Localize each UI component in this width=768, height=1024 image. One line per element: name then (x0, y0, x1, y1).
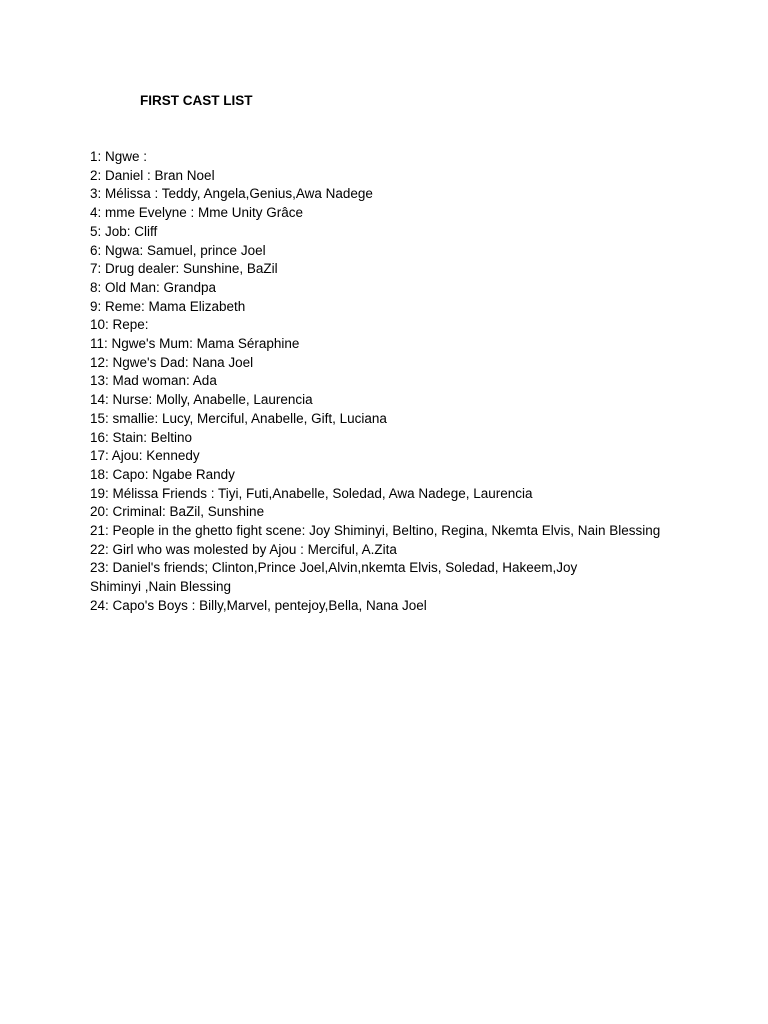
cast-line: 15: smallie: Lucy, Merciful, Anabelle, Gift, Luciana (90, 410, 387, 426)
cast-line: 2: Daniel : Bran Noel (90, 167, 215, 183)
cast-line: 16: Stain: Beltino (90, 429, 193, 445)
cast-line: 22: Girl who was molested by Ajou : Merciful, A.Zita (90, 541, 397, 557)
cast-line: 11: Ngwe's Mum: Mama Séraphine (90, 336, 300, 352)
cast-line: 14: Nurse: Molly, Anabelle, Laurencia (90, 392, 313, 408)
cast-line: 10: Repe: (90, 317, 149, 333)
cast-list (90, 148, 730, 616)
cast-line: 4: mme Evelyne : Mme Unity Grâce (90, 205, 304, 221)
page-title: FIRST CAST LIST (140, 93, 253, 108)
cast-line: 6: Ngwa: Samuel, prince Joel (90, 242, 266, 258)
cast-line: 7: Drug dealer: Sunshine, BaZil (90, 261, 278, 277)
cast-line-continuation: Shiminyi ,Nain Blessing (90, 579, 232, 595)
cast-line: 13: Mad woman: Ada (90, 373, 217, 389)
cast-line: 19: Mélissa Friends : Tiyi, Futi,Anabelle, Soledad, Awa Nadege, Laurencia (90, 485, 533, 501)
cast-line: 8: Old Man: Grandpa (90, 279, 217, 295)
cast-line: 21: People in the ghetto fight scene: Joy Shiminyi, Beltino, Regina, Nkemta Elvis, Nain Blessing (90, 523, 661, 539)
cast-line: 18: Capo: Ngabe Randy (90, 466, 235, 482)
cast-line: 12: Ngwe's Dad: Nana Joel (90, 354, 254, 370)
cast-line: 20: Criminal: BaZil, Sunshine (90, 504, 265, 520)
cast-line: 17: Ajou: Kennedy (90, 448, 200, 464)
cast-line: 24: Capo's Boys : Billy,Marvel, pentejoy,Bella, Nana Joel (90, 597, 427, 613)
cast-line: 9: Reme: Mama Elizabeth (90, 298, 246, 314)
cast-line: 3: Mélissa : Teddy, Angela,Genius,Awa Nadege (90, 186, 373, 202)
cast-line: 23: Daniel's friends; Clinton,Prince Joel,Alvin,nkemta Elvis, Soledad, Hakeem,Joy (90, 560, 578, 576)
cast-line: 5: Job: Cliff (90, 223, 158, 239)
cast-line: 1: Ngwe : (90, 149, 148, 164)
